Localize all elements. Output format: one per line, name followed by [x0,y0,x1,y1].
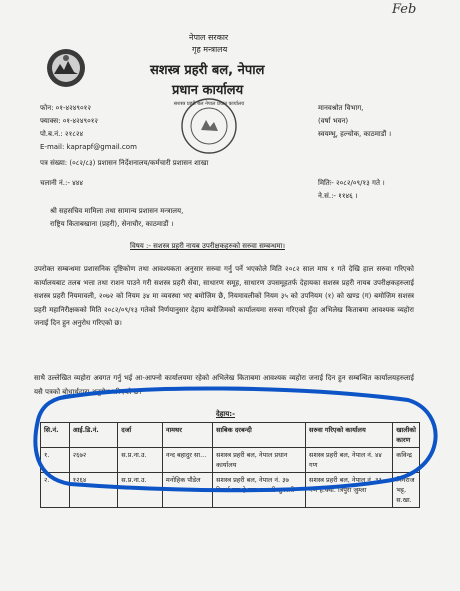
contact-email: E-mail: kaprapf@gmail.com [40,143,137,151]
col-sn: सि.नं. [41,423,70,448]
table-row [41,448,420,473]
recipient-line-1: श्री सहसचिव मामिला तथा सामान्य प्रशासन मन्त्रालय, [50,207,184,215]
cell-sn: १. [41,448,70,473]
gov-name: नेपाल सरकार [189,33,229,42]
contact-fax: फ्याक्स: ०१-४२४९०१२ [40,117,99,125]
body-paragraph-1: उपरोक्त सम्बन्धमा प्रशासनिक दृष्टिकोण तथा आवश्यकता अनुसार सरुवा गर्नु पर्ने भएकोले मिति २०८२ साल माघ १ गते देखि हाल सरुवा गरिएको कार्यालयबाट तलब भत्ता तथा राशन पाउने गरी सशस्त्र प्रहरी सेवा, साधारण समूह, साधारण उपसमूहतर्फ देहायका सशस्त्र प्रहरी नायब उपरीक्षकहरुलाई सशस्त्र प्रहरी नियमावली, २०७२ को नियम ३४ मा व्यवस्था भए बमोजिम छै, नियमावलीको नियम ३५ को उपनियम (१) को खण्ड (ग) बमोजिम सशस्त्र प्रहरी महानिरीक्षकको मिति २०८२/०९/१३ गतेको निर्णयानुसार देहाय बमोजिमको कार्यालयमा सरुवा गरिएको हुँदा अभिलेख किताबमा आवश्यक व्यहोरा जनाई दिन हुन अनुरोध गरिएको छ। [34,265,414,327]
dept-address: स्वयम्भू, हल्चोक, काठमाडौं । [318,130,392,138]
cell-previous-post: सशस्त्र प्रहरी बल, नेपाल प्रधान कार्यालय [213,448,306,473]
cell-previous-post: सशस्त्र प्रहरी बल, नेपाल नं. ३७ रिजर्भ गण हे.क्वा. पकली सुनसरी [213,473,306,508]
cell-sn: २. [41,473,70,508]
force-name: सशस्त्र प्रहरी बल, नेपाल [150,63,265,78]
cell-transferred-office: सशस्त्र प्रहरी बल, नेपाल नं. ४४ गण [306,448,393,473]
contact-phone: फोन: ०१-४२४९०१२ [40,104,91,112]
col-id: आई.डि.नं. [69,423,118,448]
transfer-table [40,422,420,508]
cell-vacancy-reason: कविन्द्र [393,448,420,473]
patra-sankhya: पत्र संख्या: (०८२/८३) प्रशासन निर्देशनालय/कर्मचारी प्रशासन शाखा [40,159,209,167]
nepal-sambat: ने.सं.:- ११४६ । [318,192,358,200]
cell-rank: स.प्र.ना.उ. [118,448,163,473]
cell-id: २६७२ [69,448,118,473]
cell-rank: स.प्र.ना.उ. [118,473,163,508]
office-seal [173,96,245,156]
contact-pobox: पो.ब.नं.: २१८२४ [40,130,84,138]
table-caption: देहाय:- [216,410,236,418]
col-previous-post: साबिक दरबन्दी [213,423,306,448]
cell-name: नन्द बहादुर सा... [162,448,212,473]
svg-text:सशस्त्र प्रहरी बल नेपाल प्रधान: सशस्त्र प्रहरी बल नेपाल प्रधान कार्यालय [173,101,245,107]
subject: विषय :- सशस्त्र प्रहरी नायब उपरीक्षकहरुको सरुवा सम्बन्धमा। [130,242,285,250]
office-name: प्रधान कार्यालय [172,83,244,98]
chalani-number: चलानी नं.:- ४४४ [40,179,84,187]
cell-id: १२६४ [69,473,118,508]
cell-name: मनोहिक पौडेल [162,473,212,508]
col-rank: दर्जा [118,423,163,448]
date-miti: मितिः- २०८२/०९/१३ गते । [318,179,385,187]
col-vacancy-reason: खालीको कारण [393,423,420,448]
body-paragraph-2: साथै उल्लेखित व्यहोरा अवगत गर्नु भई आ-आफ्नो कार्यालयमा रहेको अभिलेख किताबमा आवश्यक व्यहोरा जनाई दिन हुन सम्बन्धित कार्यालयहरुलाई यसै पत्रको बोधार्थद्वारा अनुरोध गरिएको छ। [34,374,414,396]
ministry-name: गृह मन्त्रालय [192,45,228,54]
dept-building: (वर्षा भवन) [318,117,349,125]
cell-vacancy-reason: मिनराज भट्ट, स.खा. [393,473,420,508]
dept-name: मानवश्रोत विभाग, [318,104,364,112]
col-name: नामथर [162,423,212,448]
cell-transferred-office: सशस्त्र प्रहरी बल, नेपाल नं. ३३ गण हे.क्वा. त्रिपुरा जुम्ला [306,473,393,508]
nepal-emblem-icon [46,48,86,88]
col-transferred-office: सरुवा गरिएको कार्यालय [306,423,393,448]
table-row [41,473,420,508]
table-header-row [41,423,420,448]
corner-signature: Feb [392,2,417,17]
recipient-line-2: राष्ट्रिय किताबखाना (प्रहरी), सेनाचौर, काठमाडौं । [50,220,174,228]
